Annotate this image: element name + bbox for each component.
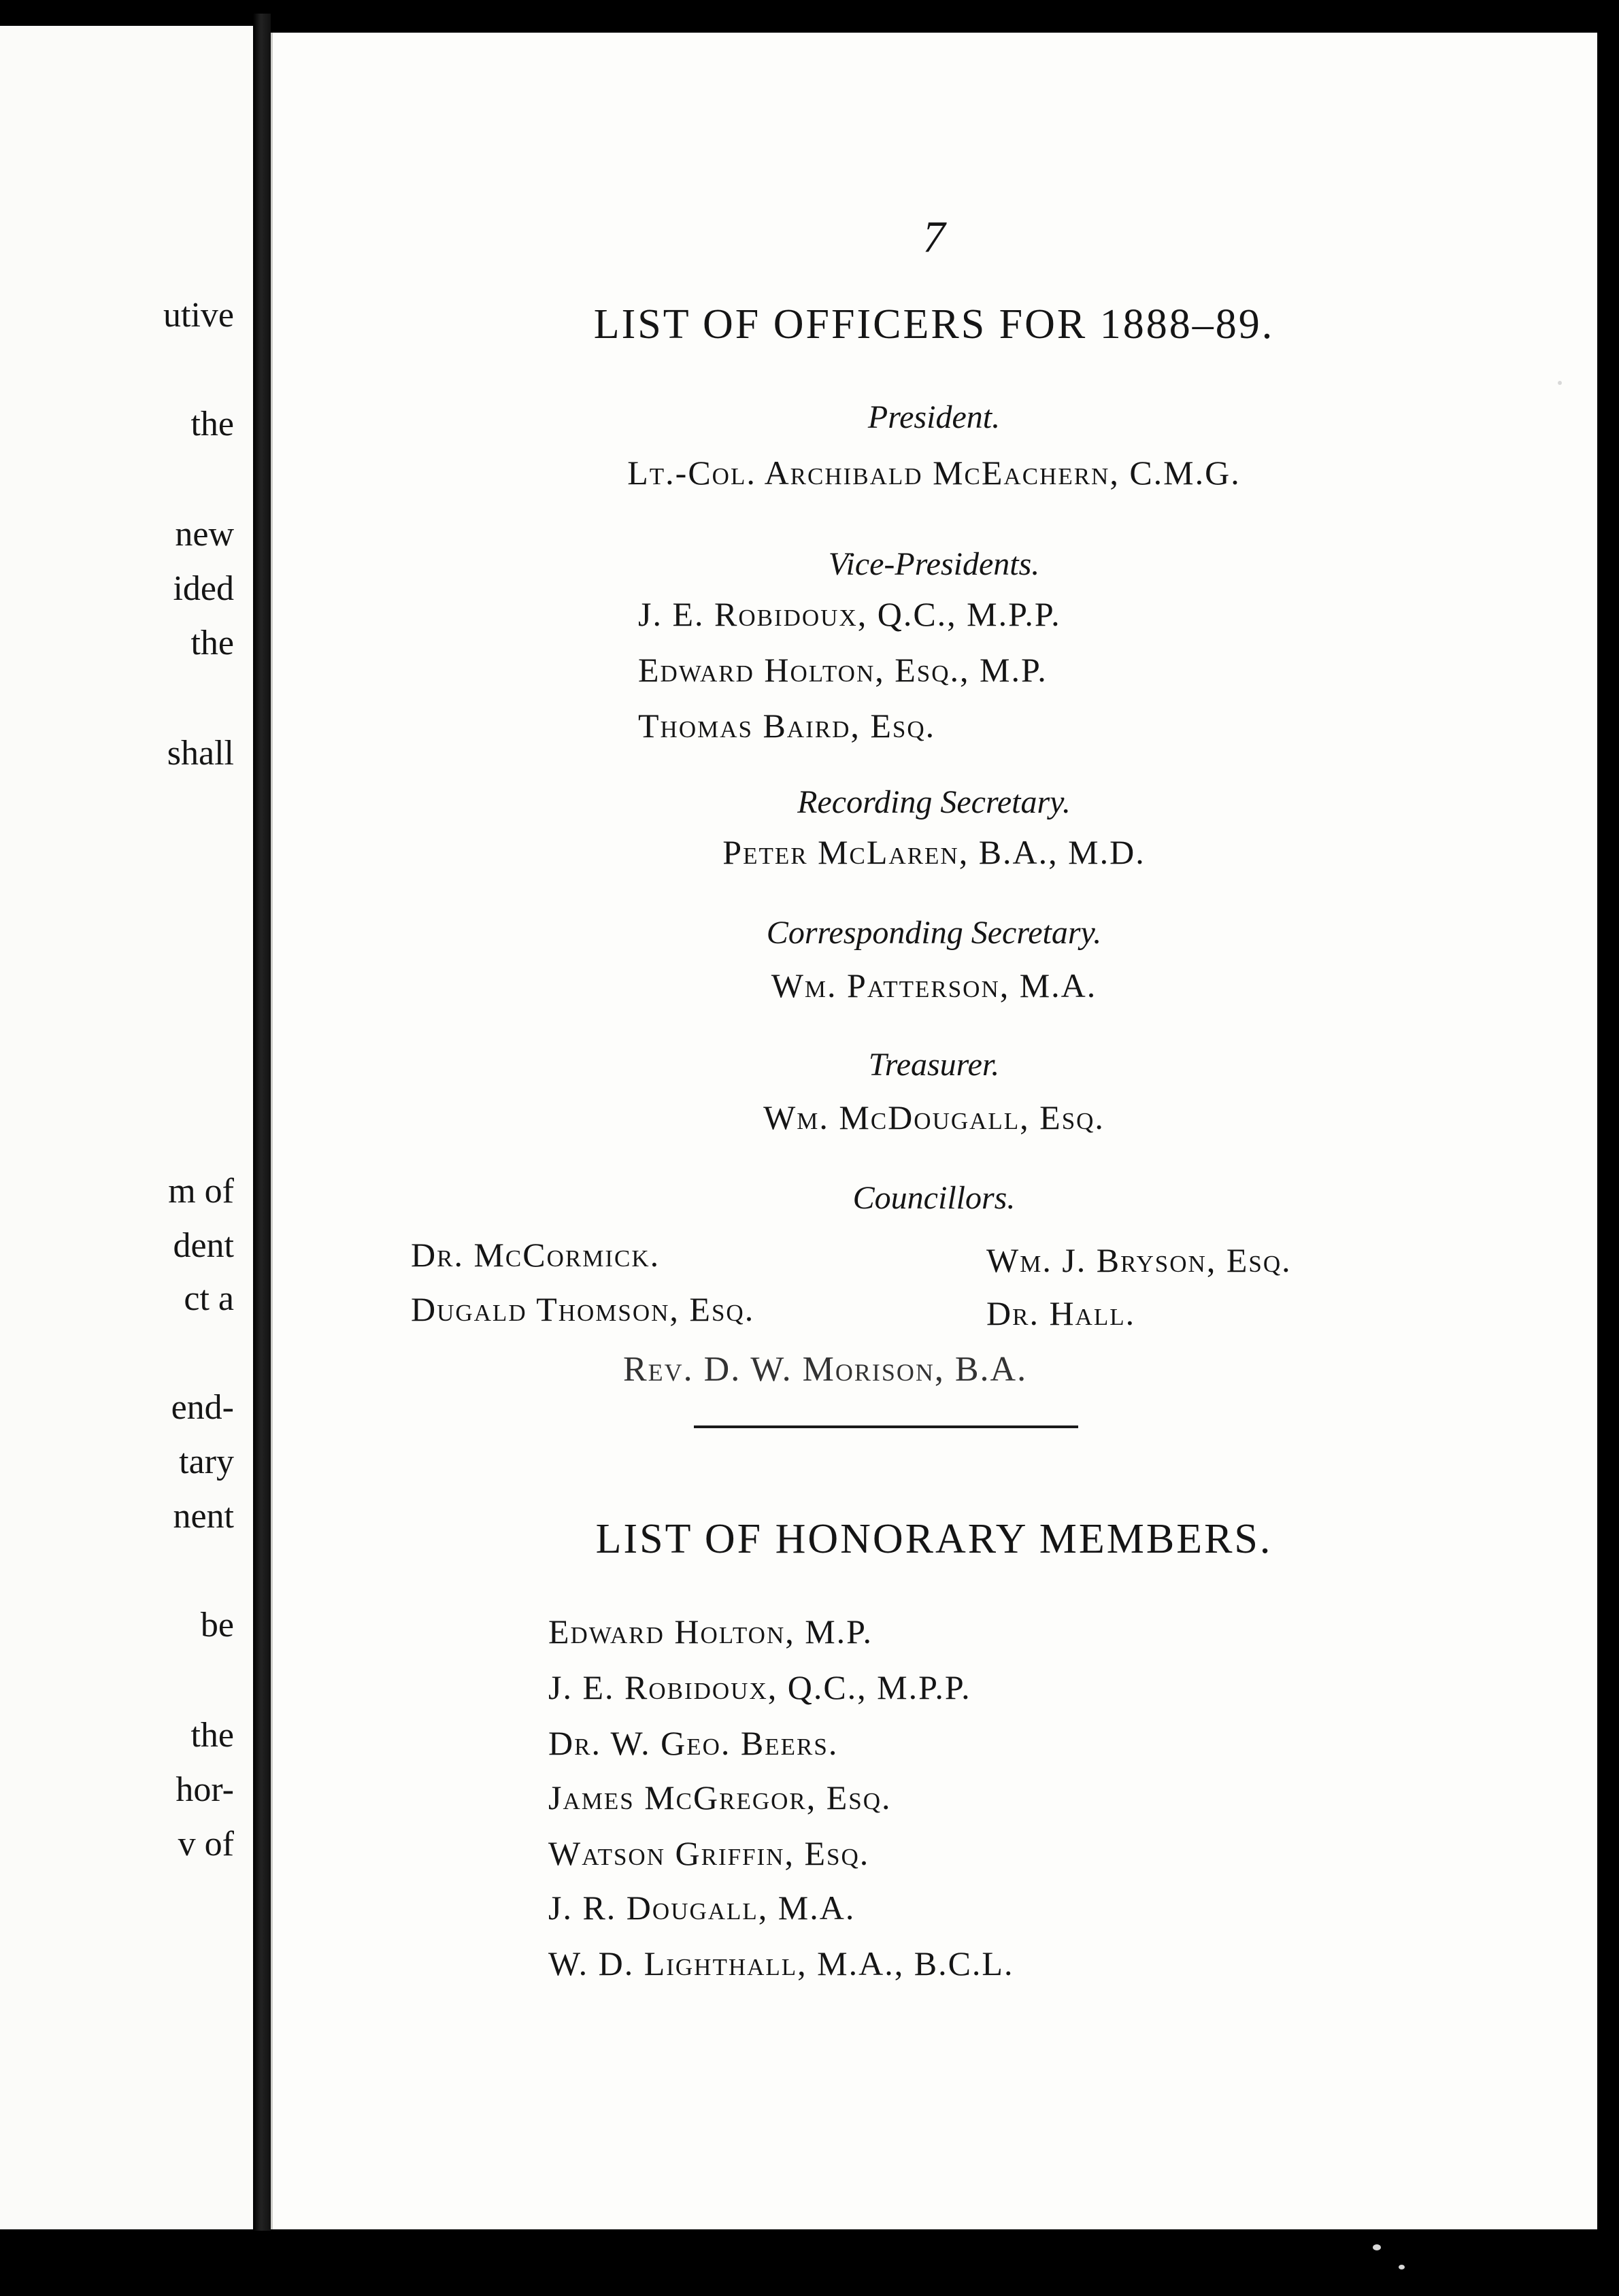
previous-page-fragment (0, 26, 253, 2229)
president-role-label: President. (867, 399, 1001, 435)
honorary-member: J. R. Dougall, M.A. (548, 1889, 856, 1927)
left-page-line: tary (179, 1442, 234, 1481)
honorary-member: Watson Griffin, Esq. (548, 1834, 870, 1872)
section-rule (694, 1425, 1078, 1428)
scan-speck (1399, 2265, 1405, 2269)
honorary-member: W. D. Lighthall, M.A., B.C.L. (548, 1944, 1014, 1982)
left-page-line: utive (163, 296, 234, 335)
recording-secretary-name: Peter McLaren, B.A., M.D. (722, 833, 1146, 871)
corresponding-secretary-role-label: Corresponding Secretary. (766, 915, 1102, 951)
left-page-line: the (190, 405, 234, 443)
councillor-name: Dr. Hall. (986, 1294, 1136, 1332)
president-name: Lt.-Col. Archibald McEachern, C.M.G. (627, 454, 1241, 492)
left-page-line: be (200, 1606, 234, 1644)
councillors-role-label: Councillors. (852, 1180, 1016, 1216)
left-page-line: m of (168, 1172, 234, 1211)
left-page-line: nent (173, 1497, 234, 1536)
left-page-line: the (190, 624, 234, 662)
left-page-line: end- (171, 1388, 234, 1427)
left-page-line: new (175, 515, 234, 554)
left-page-line: dent (173, 1226, 234, 1265)
recording-secretary-role-label: Recording Secretary. (797, 784, 1071, 820)
scan-speck (1558, 381, 1562, 385)
councillor-name: Dugald Thomson, Esq. (411, 1290, 755, 1328)
honorary-members-heading: LIST OF HONORARY MEMBERS. (595, 1516, 1273, 1562)
page-number: 7 (922, 212, 946, 262)
corresponding-secretary-name: Wm. Patterson, M.A. (771, 966, 1097, 1004)
vice-president-name: Thomas Baird, Esq. (638, 707, 936, 745)
left-page-line: ided (173, 569, 234, 608)
honorary-member: James McGregor, Esq. (548, 1778, 892, 1817)
left-page-line: v of (178, 1825, 234, 1863)
vice-president-name: Edward Holton, Esq., M.P. (638, 651, 1048, 689)
left-page-line: the (190, 1716, 234, 1755)
book-gutter (253, 14, 271, 2231)
honorary-member: Dr. W. Geo. Beers. (548, 1724, 839, 1762)
officers-heading: LIST OF OFFICERS FOR 1888–89. (593, 301, 1275, 348)
left-page-line: hor- (176, 1770, 234, 1809)
left-page-line: shall (167, 734, 234, 773)
vice-presidents-role-label: Vice-Presidents. (828, 546, 1040, 582)
honorary-member: J. E. Robidoux, Q.C., M.P.P. (548, 1668, 971, 1706)
page (271, 33, 1597, 2229)
honorary-member: Edward Holton, M.P. (548, 1613, 873, 1651)
councillor-name: Dr. McCormick. (411, 1236, 661, 1274)
councillor-added-name: Rev. D. W. Morison, B.A. (623, 1350, 1028, 1389)
councillor-name: Wm. J. Bryson, Esq. (986, 1241, 1292, 1279)
treasurer-role-label: Treasurer. (868, 1047, 1000, 1083)
left-page-line: ct a (184, 1279, 234, 1318)
vice-president-name: J. E. Robidoux, Q.C., M.P.P. (638, 595, 1061, 633)
scan-speck (1373, 2244, 1381, 2250)
treasurer-name: Wm. McDougall, Esq. (763, 1098, 1105, 1136)
